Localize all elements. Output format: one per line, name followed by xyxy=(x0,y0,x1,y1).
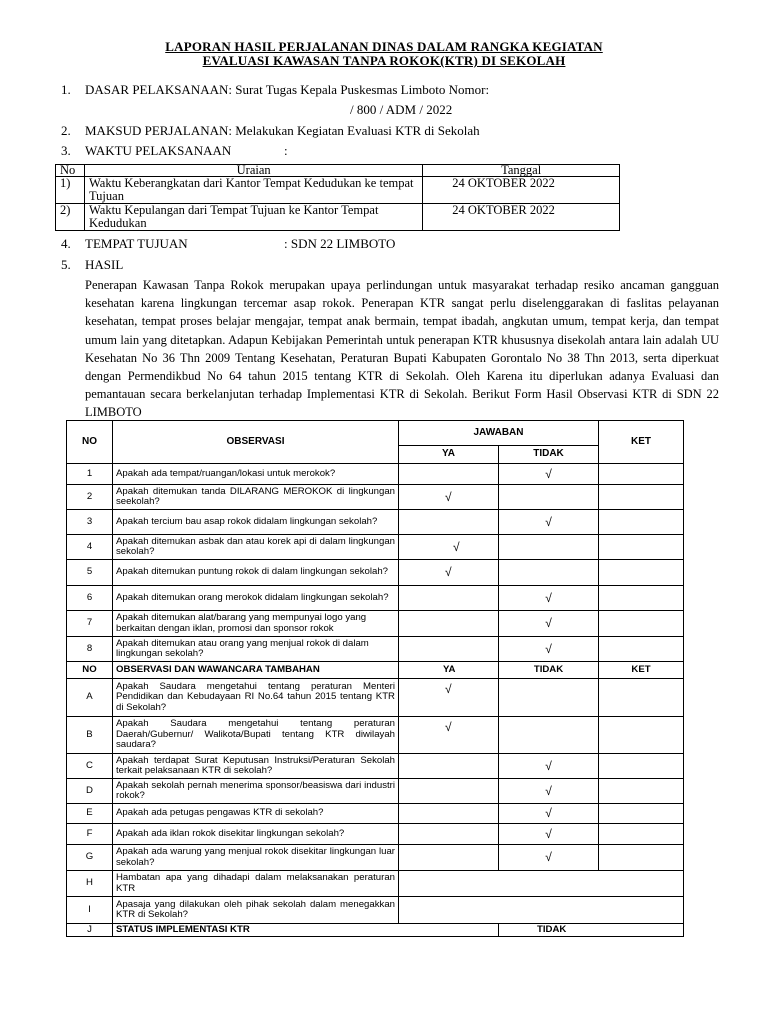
subheader-tidak: TIDAK xyxy=(499,662,599,679)
row-question: Apasaja yang dilakukan oleh pihak sekolah dalam menegakkan KTR di Sekolah? xyxy=(113,897,399,924)
dasar-value-line2: / 800 / ADM / 2022 xyxy=(350,102,453,117)
header-ya: YA xyxy=(399,446,499,464)
row-question: Apakah ada petugas pengawas KTR di sekolah? xyxy=(113,804,399,824)
row-question: Apakah sekolah pernah menerima sponsor/beasiswa dari industri rokok? xyxy=(113,779,399,804)
section-number: 4. xyxy=(61,236,71,251)
table-row xyxy=(67,779,684,804)
row-ya-check xyxy=(399,586,499,611)
table-row xyxy=(67,717,684,754)
row-tidak-check: √ xyxy=(499,824,599,845)
row-uraian: Waktu Keberangkatan dari Kantor Tempat Kedudukan ke tempat Tujuan xyxy=(84,177,422,204)
table-row xyxy=(67,871,684,897)
row-answer xyxy=(399,897,684,924)
row-question: Apakah tercium bau asap rokok didalam lingkungan sekolah? xyxy=(113,510,399,535)
subheader-observasi: OBSERVASI DAN WAWANCARA TAMBAHAN xyxy=(113,662,399,679)
row-no: H xyxy=(67,871,113,897)
table-row xyxy=(56,177,620,204)
row-ya-check xyxy=(399,611,499,637)
row-no: A xyxy=(67,679,113,717)
report-title-line1: LAPORAN HASIL PERJALANAN DINAS DALAM RANGKA KEGIATAN xyxy=(165,39,603,54)
dasar-label-text: DASAR PELAKSANAAN xyxy=(85,82,229,97)
dasar-label xyxy=(85,82,489,98)
row-ket xyxy=(599,485,684,510)
obs-header-row xyxy=(67,421,684,446)
status-value: TIDAK xyxy=(499,924,684,937)
table-row xyxy=(67,535,684,560)
row-ket xyxy=(599,824,684,845)
row-ket xyxy=(599,779,684,804)
row-question: Apakah ada iklan rokok disekitar lingkungan sekolah? xyxy=(113,824,399,845)
row-question: Hambatan apa yang dihadapi dalam melaksanakan peraturan KTR xyxy=(113,871,399,897)
row-no: 1) xyxy=(56,177,85,204)
row-ket xyxy=(599,586,684,611)
hasil-paragraph: Penerapan Kawasan Tanpa Rokok merupakan upaya perlindungan untuk masyarakat terhadap resiko ancaman gangguan kesehatan karena lingkungan tercemar asap rokok. Penerapan KTR sangat perlu diselenggarakan di faslitas pelayanan kesehatan, tempat proses belajar mengajar, tempat anak bermain, tempat ibadah, angkutan umum, tempat kerja, dan tempat umum lain yang ditetapkan. Adapun Kebijakan Pemerintah untuk penerapan KTR khususnya disekolah antara lain adalah UU Kesehatan No 36 Thn 2009 Tentang Kesehatan, Peraturan Bupati Kabupaten Gorontalo No 38 Thn 2013, serta diperkuat dengan Permendikbud No 64 tahun 2015 tentang KTR di Sekolah. Oleh Karena itu diperlukan adanya Evaluasi dan pemantauan secara berkelanjutan terhadap Implementasi KTR di Sekolah. Berikut Form Hasil Observasi KTR di SDN 22 LIMBOTO xyxy=(85,278,719,420)
row-question: Apakah Saudara mengetahui tentang peraturan Menteri Pendidikan dan Kebudayaan RI No.64 tahun 2015 tentang KTR di Sekolah? xyxy=(113,679,399,717)
row-ya-check xyxy=(399,464,499,485)
row-tidak-check: √ xyxy=(499,779,599,804)
row-question: Apakah ditemukan orang merokok didalam lingkungan sekolah? xyxy=(113,586,399,611)
status-row xyxy=(67,924,684,937)
row-no: 4 xyxy=(67,535,113,560)
table-row xyxy=(67,845,684,871)
section-number: 5. xyxy=(61,257,71,272)
row-no: B xyxy=(67,717,113,754)
header-no: NO xyxy=(67,421,113,464)
row-tidak-check: √ xyxy=(499,510,599,535)
row-ket xyxy=(599,611,684,637)
row-no: 1 xyxy=(67,464,113,485)
row-ket xyxy=(599,845,684,871)
row-no: 7 xyxy=(67,611,113,637)
table-row xyxy=(67,586,684,611)
row-no: 8 xyxy=(67,637,113,662)
waktu-value: : xyxy=(284,143,288,158)
maksud-label-text: MAKSUD PERJALANAN xyxy=(85,123,229,138)
row-no: G xyxy=(67,845,113,871)
row-tidak-check xyxy=(499,560,599,586)
waktu-table-header xyxy=(56,165,620,177)
row-tanggal: 24 OKTOBER 2022 xyxy=(423,177,620,204)
row-ya-check: √ xyxy=(399,717,499,754)
row-ya-check xyxy=(399,637,499,662)
row-ket xyxy=(599,754,684,779)
row-ya-check xyxy=(399,754,499,779)
table-row xyxy=(67,804,684,824)
row-tidak-check xyxy=(499,679,599,717)
row-ya-check: √ xyxy=(399,560,499,586)
table-row xyxy=(67,679,684,717)
header-uraian: Uraian xyxy=(84,165,422,177)
row-tidak-check: √ xyxy=(499,804,599,824)
tempat-value: : SDN 22 LIMBOTO xyxy=(284,236,396,251)
row-question: Apakah ditemukan puntung rokok di dalam lingkungan sekolah? xyxy=(113,560,399,586)
row-no: 2 xyxy=(67,485,113,510)
waktu-label: WAKTU PELAKSANAAN xyxy=(85,143,232,158)
subheader-ya: YA xyxy=(399,662,499,679)
row-no: C xyxy=(67,754,113,779)
row-no: 2) xyxy=(56,204,85,231)
observation-table xyxy=(66,420,684,937)
row-question: Apakah ada tempat/ruangan/lokasi untuk merokok? xyxy=(113,464,399,485)
table-row xyxy=(67,824,684,845)
tempat-label: TEMPAT TUJUAN xyxy=(85,236,188,251)
row-tidak-check: √ xyxy=(499,754,599,779)
row-tidak-check: √ xyxy=(499,464,599,485)
row-ket xyxy=(599,717,684,754)
row-ya-check xyxy=(399,510,499,535)
row-ya-check: √ xyxy=(399,679,499,717)
row-question: Apakah ditemukan alat/barang yang mempunyai logo yang berkaitan dengan iklan, promosi dan sponsor rokok xyxy=(113,611,399,637)
row-answer xyxy=(399,871,684,897)
row-ya-check xyxy=(399,779,499,804)
row-ya-check xyxy=(399,804,499,824)
row-no: I xyxy=(67,897,113,924)
row-ket xyxy=(599,560,684,586)
dasar-value: : Surat Tugas Kepala Puskesmas Limboto Nomor: xyxy=(228,82,490,97)
header-no: No xyxy=(56,165,85,177)
row-tidak-check xyxy=(499,485,599,510)
maksud-label xyxy=(85,123,480,139)
row-ket xyxy=(599,804,684,824)
table-row xyxy=(67,510,684,535)
subheader-ket: KET xyxy=(599,662,684,679)
row-tidak-check xyxy=(499,535,599,560)
table-row xyxy=(67,485,684,510)
row-question: Apakah terdapat Surat Keputusan Instruksi/Peraturan Sekolah terkait pelaksanaan KTR di sekolah? xyxy=(113,754,399,779)
row-question: Apakah ditemukan tanda DILARANG MEROKOK di lingkungan seekolah? xyxy=(113,485,399,510)
row-ket xyxy=(599,535,684,560)
row-tanggal: 24 OKTOBER 2022 xyxy=(423,204,620,231)
row-uraian: Waktu Kepulangan dari Tempat Tujuan ke Kantor Tempat Kedudukan xyxy=(84,204,422,231)
table-row xyxy=(56,204,620,231)
row-ya-check xyxy=(399,845,499,871)
row-ya-check: √ xyxy=(399,485,499,510)
row-no: 3 xyxy=(67,510,113,535)
row-tidak-check: √ xyxy=(499,586,599,611)
row-tidak-check: √ xyxy=(499,637,599,662)
section-number: 2. xyxy=(61,123,71,138)
obs-subheader-row xyxy=(67,662,684,679)
row-ya-check: √ xyxy=(399,535,499,560)
row-ket xyxy=(599,637,684,662)
table-row xyxy=(67,464,684,485)
row-ket xyxy=(599,464,684,485)
subheader-no: NO xyxy=(67,662,113,679)
report-title-line2: EVALUASI KAWASAN TANPA ROKOK(KTR) DI SEKOLAH xyxy=(202,53,566,68)
section-number: 3. xyxy=(61,143,71,158)
status-label: STATUS IMPLEMENTASI KTR xyxy=(113,924,499,937)
table-row xyxy=(67,637,684,662)
row-tidak-check: √ xyxy=(499,611,599,637)
header-tidak: TIDAK xyxy=(499,446,599,464)
row-ket xyxy=(599,679,684,717)
row-question: Apakah ada warung yang menjual rokok disekitar lingkungan luar sekolah? xyxy=(113,845,399,871)
waktu-table xyxy=(55,164,620,231)
row-question: Apakah ditemukan asbak dan atau korek api di dalam lingkungan sekolah? xyxy=(113,535,399,560)
row-no: E xyxy=(67,804,113,824)
header-ket: KET xyxy=(599,421,684,464)
row-no: 6 xyxy=(67,586,113,611)
row-question: Apakah Saudara mengetahui tentang peraturan Daerah/Gubernur/ Walikota/Bupati tentang KTR diwilayah saudara? xyxy=(113,717,399,754)
row-no: D xyxy=(67,779,113,804)
table-row xyxy=(67,754,684,779)
row-no: F xyxy=(67,824,113,845)
row-tidak-check: √ xyxy=(499,845,599,871)
section-number: 1. xyxy=(61,82,71,97)
status-no: J xyxy=(67,924,113,937)
table-row xyxy=(67,611,684,637)
row-tidak-check xyxy=(499,717,599,754)
maksud-value: : Melakukan Kegiatan Evaluasi KTR di Sekolah xyxy=(228,123,480,138)
row-question: Apakah ditemukan atau orang yang menjual rokok di dalam lingkungan sekolah? xyxy=(113,637,399,662)
row-ya-check xyxy=(399,824,499,845)
header-jawaban: JAWABAN xyxy=(399,421,599,446)
row-ket xyxy=(599,510,684,535)
header-observasi: OBSERVASI xyxy=(113,421,399,464)
hasil-label: HASIL xyxy=(85,257,124,272)
table-row xyxy=(67,560,684,586)
table-row xyxy=(67,897,684,924)
header-tanggal: Tanggal xyxy=(423,165,620,177)
row-no: 5 xyxy=(67,560,113,586)
